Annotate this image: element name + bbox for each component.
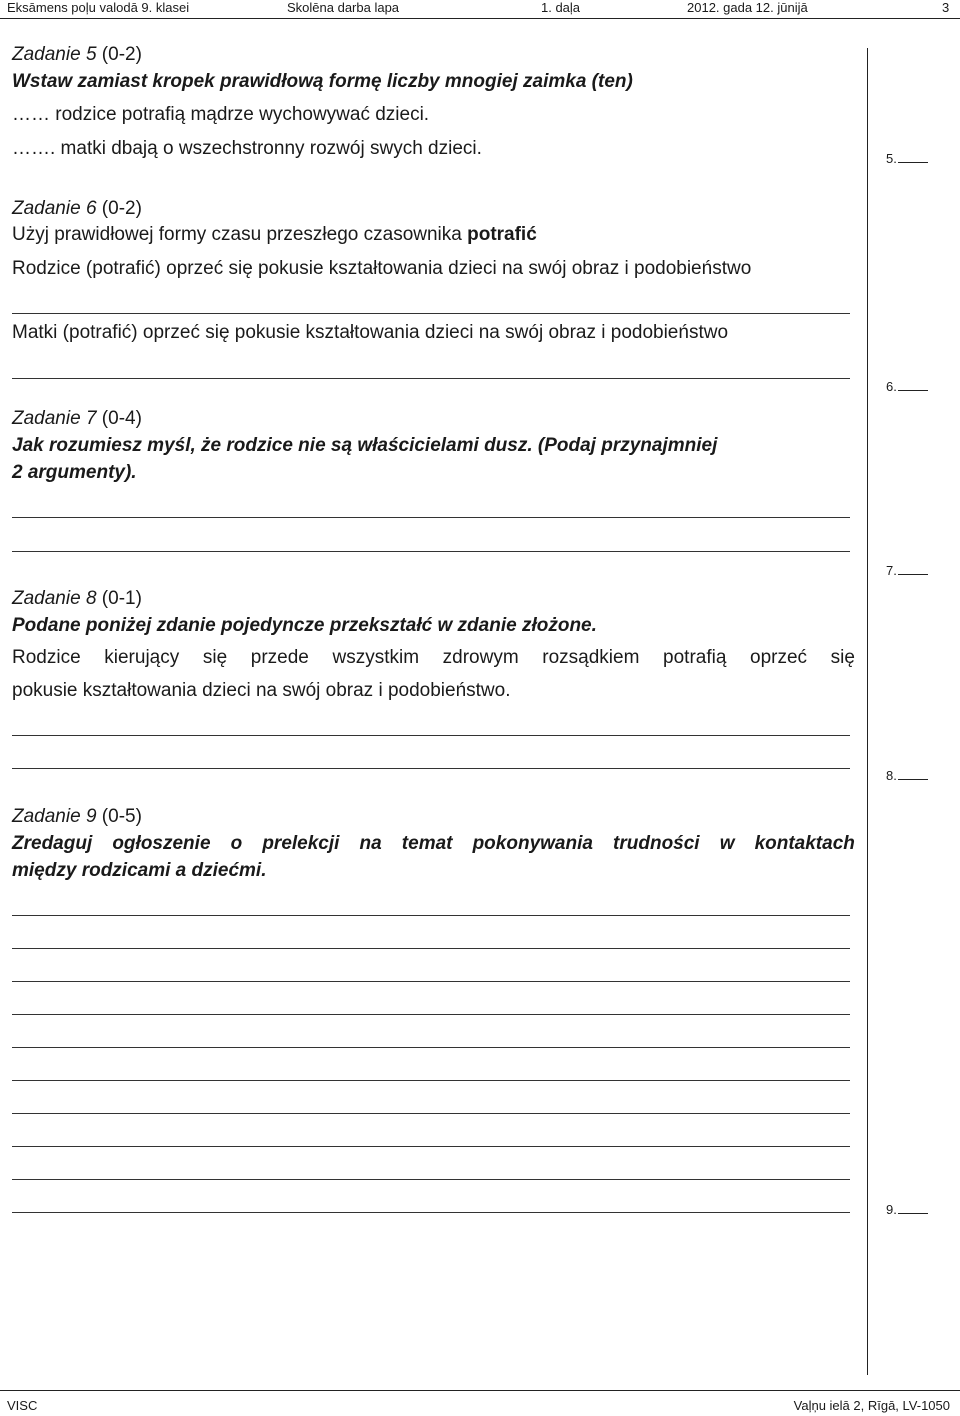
task8-instruction: Podane poniżej zdanie pojedyncze przekształć w zdanie złożone.: [12, 615, 597, 636]
score-label-9: 9.: [886, 1202, 897, 1217]
task6-label: Zadanie 6: [12, 198, 97, 219]
task6-title: [12, 198, 142, 220]
answer-line[interactable]: [12, 735, 850, 736]
score-label-7: 7.: [886, 563, 897, 578]
sentence-word: oprzeć: [750, 647, 808, 668]
score-column-divider: [867, 48, 868, 1375]
task9-title: [12, 806, 142, 828]
instruction-word: pokonywania: [472, 833, 593, 854]
answer-line[interactable]: [12, 551, 850, 552]
task5-sentence-1: …… rodzice potrafią mądrze wychowywać dzieci.: [12, 104, 430, 125]
instruction-word: prelekcji: [262, 833, 340, 854]
answer-line[interactable]: [12, 1146, 850, 1147]
task7-label: Zadanie 7: [12, 408, 97, 429]
task8-points: (0-1): [101, 588, 142, 609]
task9-label: Zadanie 9: [12, 806, 97, 827]
score-blank-5[interactable]: [898, 150, 928, 163]
answer-line[interactable]: [12, 313, 850, 314]
instruction-word: na: [359, 833, 382, 854]
header-date: 2012. gada 12. jūnijā: [687, 0, 808, 15]
score-box-9[interactable]: [886, 1201, 928, 1217]
footer-right: Vaļņu ielā 2, Rīgā, LV-1050: [793, 1398, 950, 1413]
task6-instruction-text: Użyj prawidłowej formy czasu przeszłego czasownika: [12, 224, 468, 245]
header-exam: Eksāmens poļu valodā 9. klasei: [7, 0, 190, 15]
score-box-5[interactable]: [886, 150, 928, 166]
task7-instruction-line-2: 2 argumenty).: [12, 462, 137, 483]
instruction-word: trudności: [613, 833, 700, 854]
sentence-word: wszystkim: [332, 647, 420, 668]
task7-title: [12, 408, 142, 430]
task8-label: Zadanie 8: [12, 588, 97, 609]
score-label-8: 8.: [886, 768, 897, 783]
header-sheet: Skolēna darba lapa: [287, 0, 400, 15]
task8-title: [12, 588, 142, 610]
sentence-word: się: [202, 647, 228, 668]
answer-line[interactable]: [12, 981, 850, 982]
answer-line[interactable]: [12, 1080, 850, 1081]
sentence-word: Rodzice: [12, 647, 81, 668]
task5-instruction: Wstaw zamiast kropek prawidłową formę liczby mnogiej zaimka (ten): [12, 71, 633, 92]
score-box-6[interactable]: [886, 378, 928, 394]
task5-points: (0-2): [101, 44, 142, 65]
instruction-word: kontaktach: [754, 833, 855, 854]
answer-line[interactable]: [12, 768, 850, 769]
score-box-8[interactable]: [886, 767, 928, 783]
answer-line[interactable]: [12, 1179, 850, 1180]
answer-line[interactable]: [12, 1014, 850, 1015]
task6-points: (0-2): [101, 198, 142, 219]
instruction-word: temat: [401, 833, 453, 854]
answer-line[interactable]: [12, 1047, 850, 1048]
task6-sentence-2: Matki (potrafić) oprzeć się pokusie kształtowania dzieci na swój obraz i podobieństwo: [12, 322, 729, 343]
task5-label: Zadanie 5: [12, 44, 97, 65]
score-blank-7[interactable]: [898, 562, 928, 575]
answer-line[interactable]: [12, 915, 850, 916]
sentence-word: przede: [250, 647, 309, 668]
instruction-word: o: [230, 833, 243, 854]
sentence-word: kierujący: [104, 647, 180, 668]
task9-points: (0-5): [101, 806, 142, 827]
sentence-word: potrafią: [663, 647, 727, 668]
task5-title: [12, 44, 142, 66]
task7-points: (0-4): [101, 408, 142, 429]
score-blank-6[interactable]: [898, 378, 928, 391]
task9-instruction-line-2: między rodzicami a dziećmi.: [12, 860, 267, 881]
score-blank-8[interactable]: [898, 767, 928, 780]
instruction-word: Zredaguj: [12, 833, 93, 854]
score-label-5: 5.: [886, 151, 897, 166]
task7-instruction-line-1: Jak rozumiesz myśl, że rodzice nie są właścicielami dusz. (Podaj przynajmniej: [12, 435, 718, 456]
instruction-word: w: [719, 833, 735, 854]
score-label-6: 6.: [886, 379, 897, 394]
task9-instruction-line-1: [12, 833, 855, 855]
score-box-7[interactable]: [886, 562, 928, 578]
instruction-word: ogłoszenie: [112, 833, 211, 854]
task5-sentence-2: ……. matki dbają o wszechstronny rozwój swych dzieci.: [12, 138, 482, 159]
score-blank-9[interactable]: [898, 1201, 928, 1214]
answer-line[interactable]: [12, 948, 850, 949]
answer-line[interactable]: [12, 517, 850, 518]
task8-sentence-line-2: pokusie kształtowania dzieci na swój obraz i podobieństwo.: [12, 680, 511, 701]
page-footer: [0, 1390, 960, 1416]
answer-line[interactable]: [12, 1212, 850, 1213]
task6-instruction: [12, 224, 537, 246]
header-part: 1. daļa: [541, 0, 581, 15]
page-header: [0, 0, 960, 19]
sentence-word: zdrowym: [442, 647, 519, 668]
task8-sentence-line-1: [12, 647, 855, 669]
task6-sentence-1: Rodzice (potrafić) oprzeć się pokusie kształtowania dzieci na swój obraz i podobieństwo: [12, 258, 752, 279]
answer-line[interactable]: [12, 1113, 850, 1114]
sentence-word: rozsądkiem: [542, 647, 640, 668]
header-page-number: 3: [942, 0, 950, 15]
task6-verb: potrafić: [467, 224, 537, 245]
sentence-word: się: [830, 647, 855, 668]
footer-left: VISC: [7, 1398, 38, 1413]
answer-line[interactable]: [12, 378, 850, 379]
